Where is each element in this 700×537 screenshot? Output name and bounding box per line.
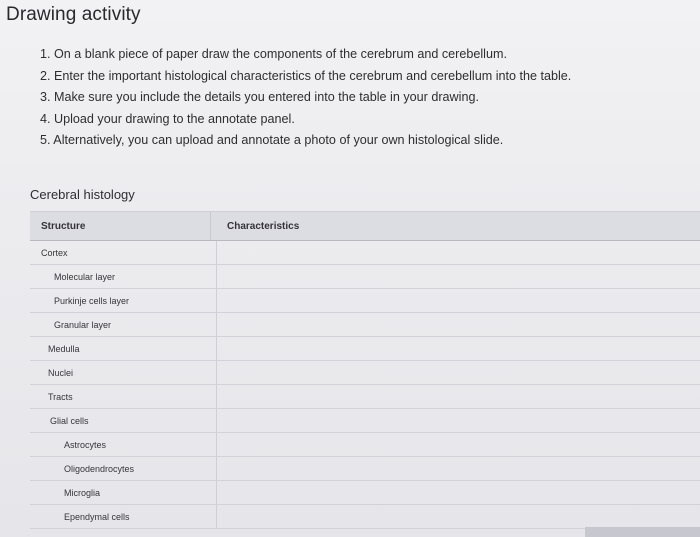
cerebral-histology-table <box>30 211 700 529</box>
structure-cell: Microglia <box>64 487 101 498</box>
structure-cell: Cortex <box>41 247 68 258</box>
characteristics-input-cell[interactable] <box>216 337 700 360</box>
instruction-item: 2. Enter the important histological characteristics of the cerebrum and cerebellum into the table. <box>40 68 572 83</box>
characteristics-input-cell[interactable] <box>216 289 700 312</box>
structure-cell: Nuclei <box>48 367 74 378</box>
structure-cell: Astrocytes <box>64 439 107 450</box>
characteristics-input-cell[interactable] <box>216 313 700 336</box>
characteristics-input-cell[interactable] <box>216 433 700 456</box>
characteristics-input-cell[interactable] <box>216 457 700 480</box>
table-row <box>30 433 700 457</box>
table-row <box>30 409 700 433</box>
table-row <box>30 361 700 385</box>
characteristics-input-cell[interactable] <box>216 265 700 288</box>
instructions-list <box>40 44 571 152</box>
structure-cell: Molecular layer <box>54 271 116 282</box>
characteristics-input-cell[interactable] <box>216 505 700 528</box>
table-row <box>30 289 700 313</box>
structure-cell: Purkinje cells layer <box>54 295 130 306</box>
table-row <box>30 313 700 337</box>
table-row <box>30 241 700 265</box>
table-row <box>30 265 700 289</box>
characteristics-input-cell[interactable] <box>216 361 700 384</box>
structure-cell: Granular layer <box>54 319 112 330</box>
instruction-item: 4. Upload your drawing to the annotate panel. <box>40 111 295 126</box>
table-row <box>30 457 700 481</box>
structure-cell: Glial cells <box>50 415 89 426</box>
page-title: Drawing activity <box>6 4 141 25</box>
instruction-item: 5. Alternatively, you can upload and annotate a photo of your own histological slide. <box>40 133 504 147</box>
structure-cell: Medulla <box>48 343 80 354</box>
characteristics-input-cell[interactable] <box>216 409 700 432</box>
characteristics-column-header: Characteristics <box>210 212 700 240</box>
corner-panel-tab <box>585 527 700 537</box>
instruction-item: 1. On a blank piece of paper draw the components of the cerebrum and cerebellum. <box>40 47 507 61</box>
table-row <box>30 505 700 529</box>
structure-column-header: Structure <box>41 220 86 232</box>
characteristics-input-cell[interactable] <box>216 241 700 264</box>
table-row <box>30 337 700 361</box>
structure-cell: Oligodendrocytes <box>64 463 135 474</box>
instruction-item: 3. Make sure you include the details you entered into the table in your drawing. <box>40 90 479 104</box>
table-section-title: Cerebral histology <box>30 187 135 202</box>
characteristics-input-cell[interactable] <box>216 385 700 408</box>
table-header-row <box>30 211 700 241</box>
structure-cell: Tracts <box>48 391 73 402</box>
table-row <box>30 481 700 505</box>
table-row <box>30 385 700 409</box>
characteristics-input-cell[interactable] <box>216 481 700 504</box>
structure-cell: Ependymal cells <box>64 511 130 522</box>
